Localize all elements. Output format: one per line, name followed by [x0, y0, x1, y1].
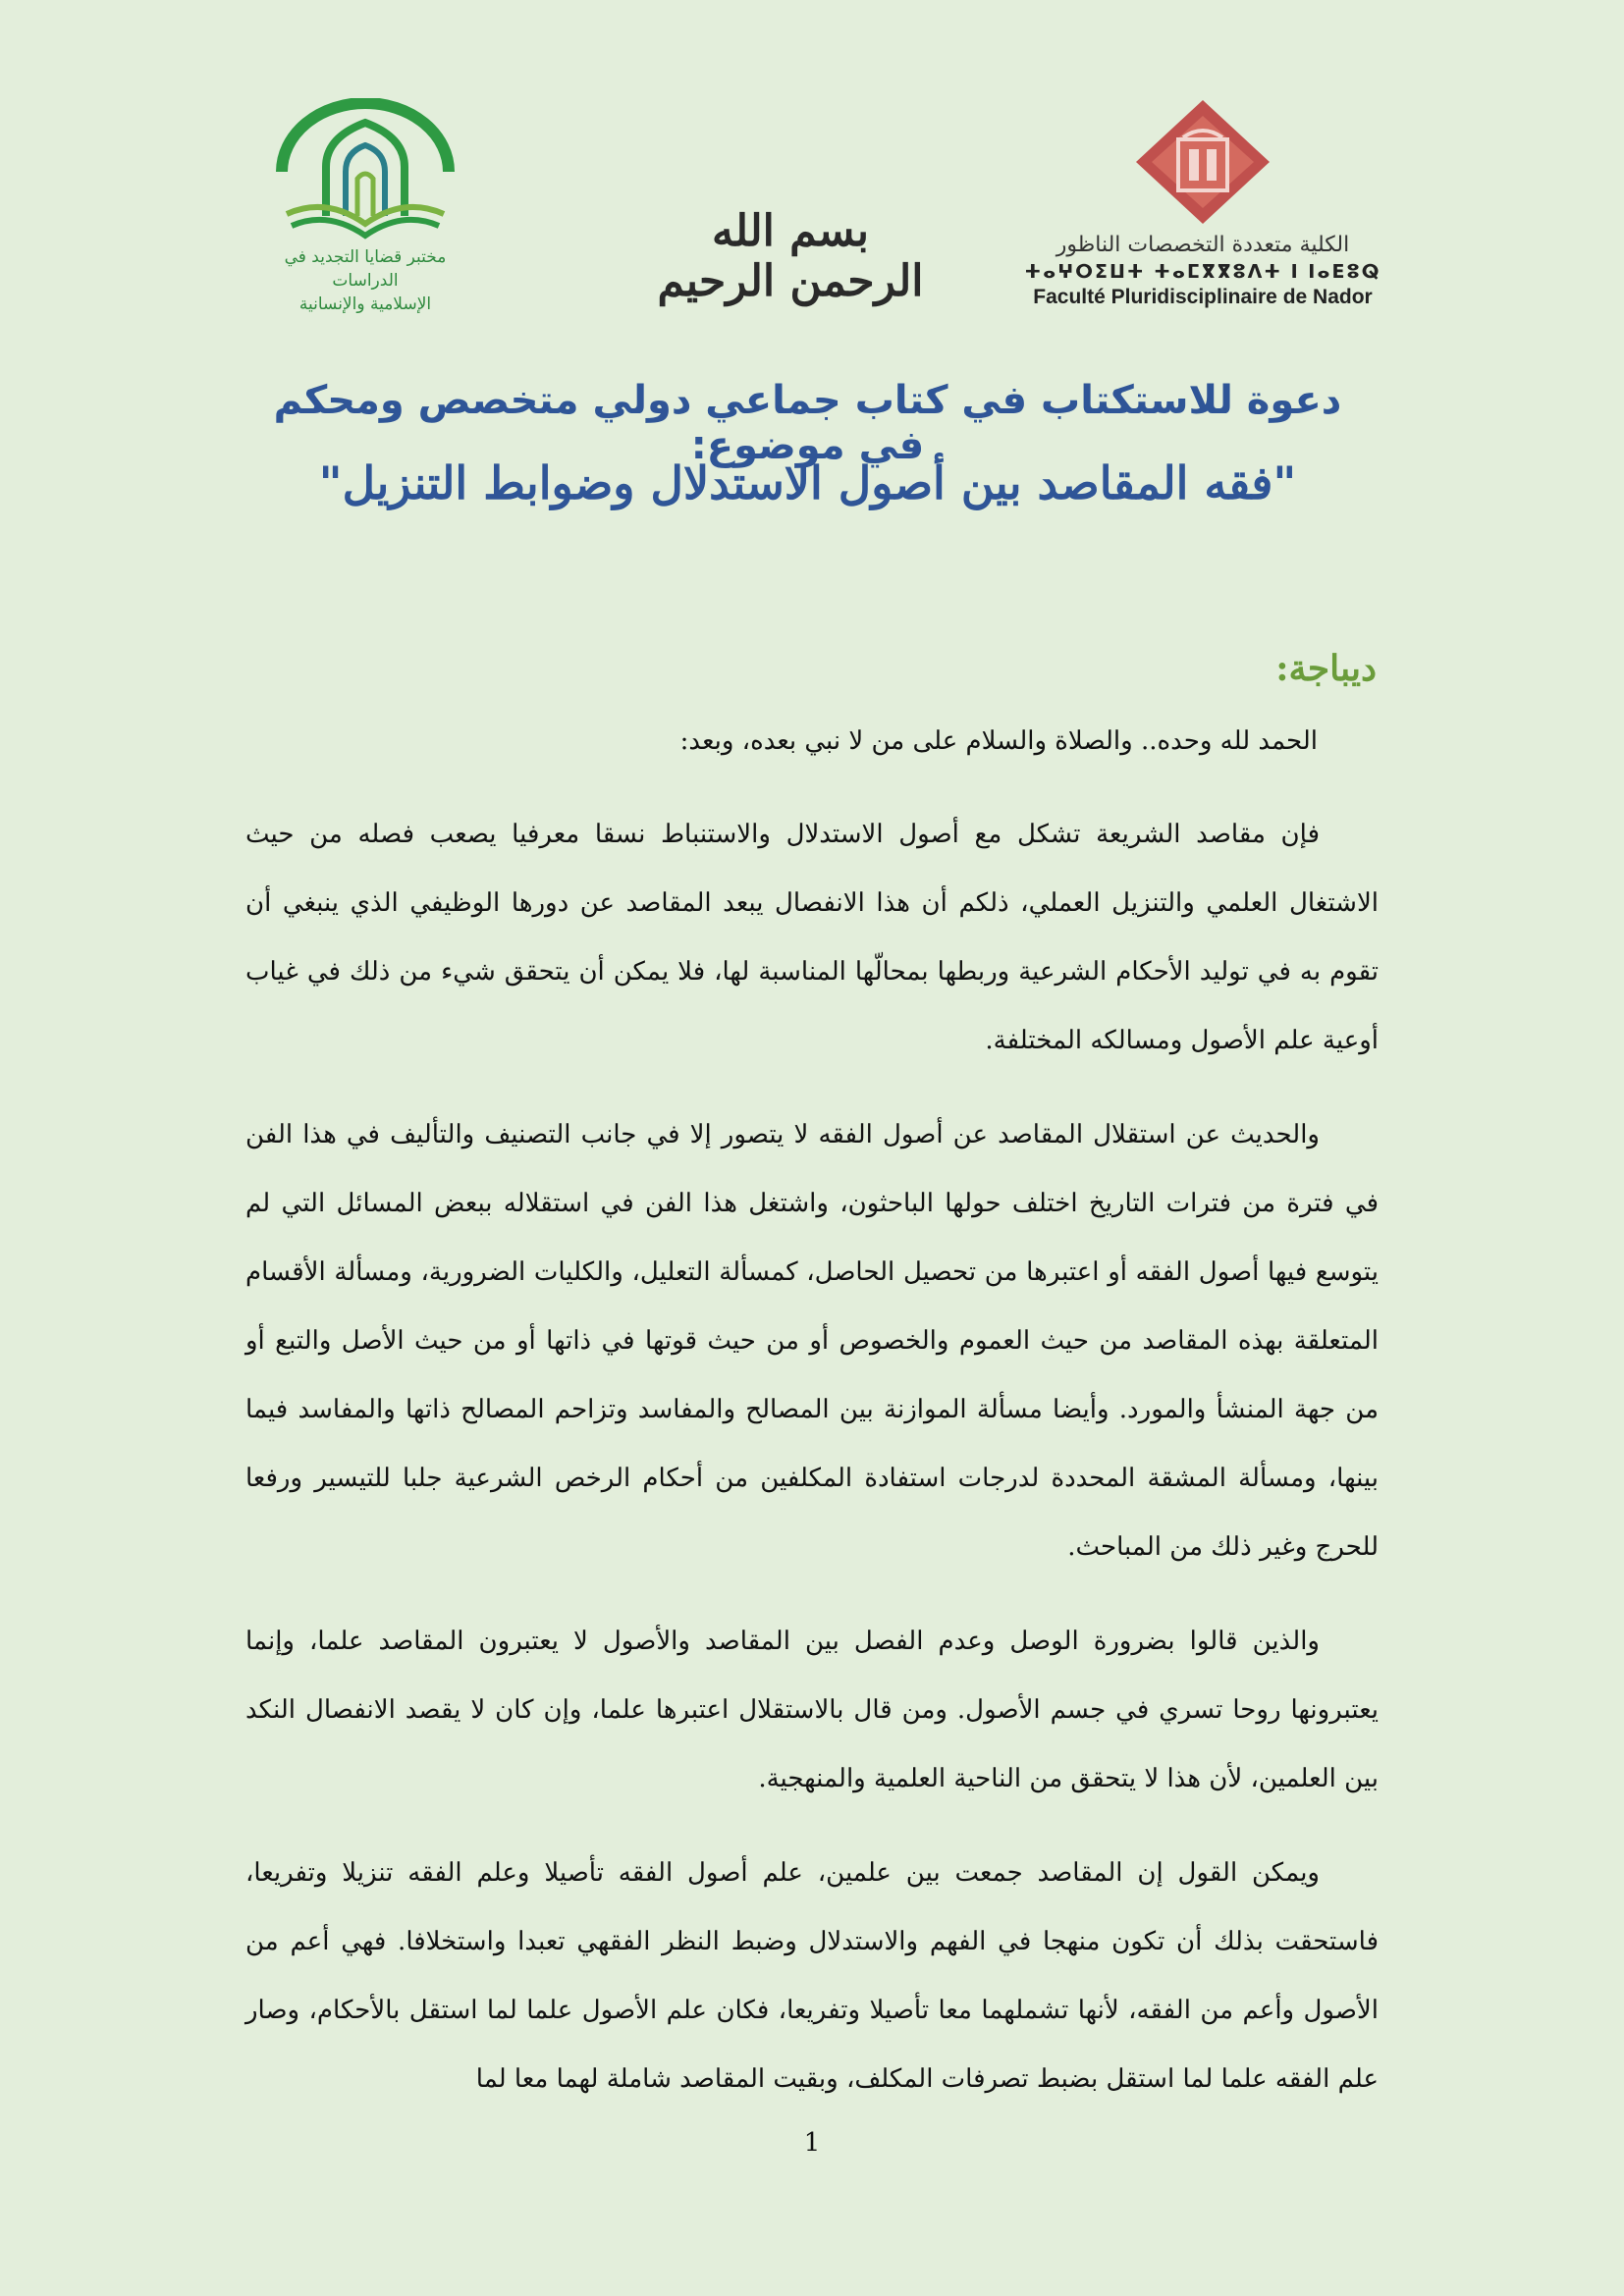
paragraph: والحديث عن استقلال المقاصد عن أصول الفقه لا يتصور إلا في جانب التصنيف والتأليف في هذا الفن في فترة من فترات التاريخ اختلف حولها الباحثون، واشتغل هذا الفن في استقلاله ببعض المسائل التي لم يتوسع فيها أصول الفقه أو اعتبرها من تحصيل الحاصل، كمسألة التعليل، والكليات الضرورية، ومسألة الأقسام المتعلقة بهذه المقاصد من حيث العموم والخصوص أو من حيث قوتها في ذاتها أو من حيث الأصل والتبع أو من جهة المنشأ والمورد. وأيضا مسألة الموازنة بين المصالح والمفاسد وتزاحم المصالح ذاتها والمفاسد فيما بينها، ومسألة المشقة المحددة لدرجات استفادة المكلفين من أحكام الرخص الشرعية جلبا للتيسير ورفعا للحرج وغير ذلك من المباحث. — [245, 1120, 1379, 1562]
page-number: 1 — [803, 2128, 821, 2158]
lab-logo — [257, 98, 473, 314]
paragraph: ويمكن القول إن المقاصد جمعت بين علمين، علم أصول الفقه تأصيلا وعلم الفقه تنزيلا وتفريعا، فاستحقت بذلك أن تكون منهجا في الفهم والاستدلال وضبط النظر الفقهي تعبدا واستخلافا. فهي أعم من الأصول وأعم من الفقه، لأنها تشملهما معا تأصيلا وتفريعا، فكان علم الأصول علما لما استقل بالأحكام، وصار علم الفقه علما لما استقل بضبط تصرفات المكلف، وبقيت المقاصد شاملة لهما معا لما — [245, 1858, 1379, 2094]
basmala-calligraphy: بسم الله الرحمن الرحيم — [657, 206, 924, 306]
body-text — [245, 800, 1379, 2139]
lab-caption-line2: الإسلامية والإنسانية — [298, 294, 432, 314]
call-title: دعوة للاستكتاب في كتاب جماعي دولي متخصص ومحكم في موضوع: — [273, 378, 1342, 468]
paragraph: والذين قالوا بضرورة الوصل وعدم الفصل بين المقاصد والأصول لا يعتبرون المقاصد علما، وإنما يعتبرونها روحا تسري في جسم الأصول. ومن قال بالاستقلال اعتبرها علما، وإن كان لا يقصد الانفصال النكد بين العلمين، لأن هذا لا يتحقق من الناحية العلمية والمنهجية. — [245, 1627, 1379, 1793]
faculty-name-french: Faculté Pluridisciplinaire de Nador — [1033, 286, 1373, 308]
lab-emblem-icon — [267, 98, 463, 245]
book-title: "فقه المقاصد بين أصول الاستدلال وضوابط التنزيل" — [318, 456, 1297, 509]
faculty-name-arabic: الكلية متعددة التخصصات الناظور — [1056, 233, 1350, 257]
faculty-name-tifinagh: ⵜⴰⵖⵔⵉⵡⵜ ⵜⴰⵎⴳⴳⵓⴷⵜ ⵏ ⵏⴰⴹⵓⵕ — [1024, 261, 1381, 283]
lab-caption-line1: مختبر قضايا التجديد في الدراسات — [284, 247, 447, 291]
paragraph: فإن مقاصد الشريعة تشكل مع أصول الاستدلال والاستنباط نسقا معرفيا يصعب فصله من حيث الاشتغال العلمي والتنزيل العملي، ذلكم أن هذا الانفصال يبعد المقاصد عن دورها الوظيفي الذي ينبغي أن تقوم به في توليد الأحكام الشرعية وربطها بمحالّها المناسبة لها، فلا يمكن أن يتحقق شيء من ذلك في غياب أوعية علم الأصول ومسالكه المختلفة. — [245, 820, 1379, 1055]
section-heading: ديباجة: — [1275, 648, 1377, 689]
opening-line: الحمد لله وحده.. والصلاة والسلام على من لا نبي بعده، وبعد: — [679, 726, 1318, 756]
faculty-logo — [1016, 98, 1389, 314]
faculty-emblem-icon — [1134, 98, 1272, 226]
